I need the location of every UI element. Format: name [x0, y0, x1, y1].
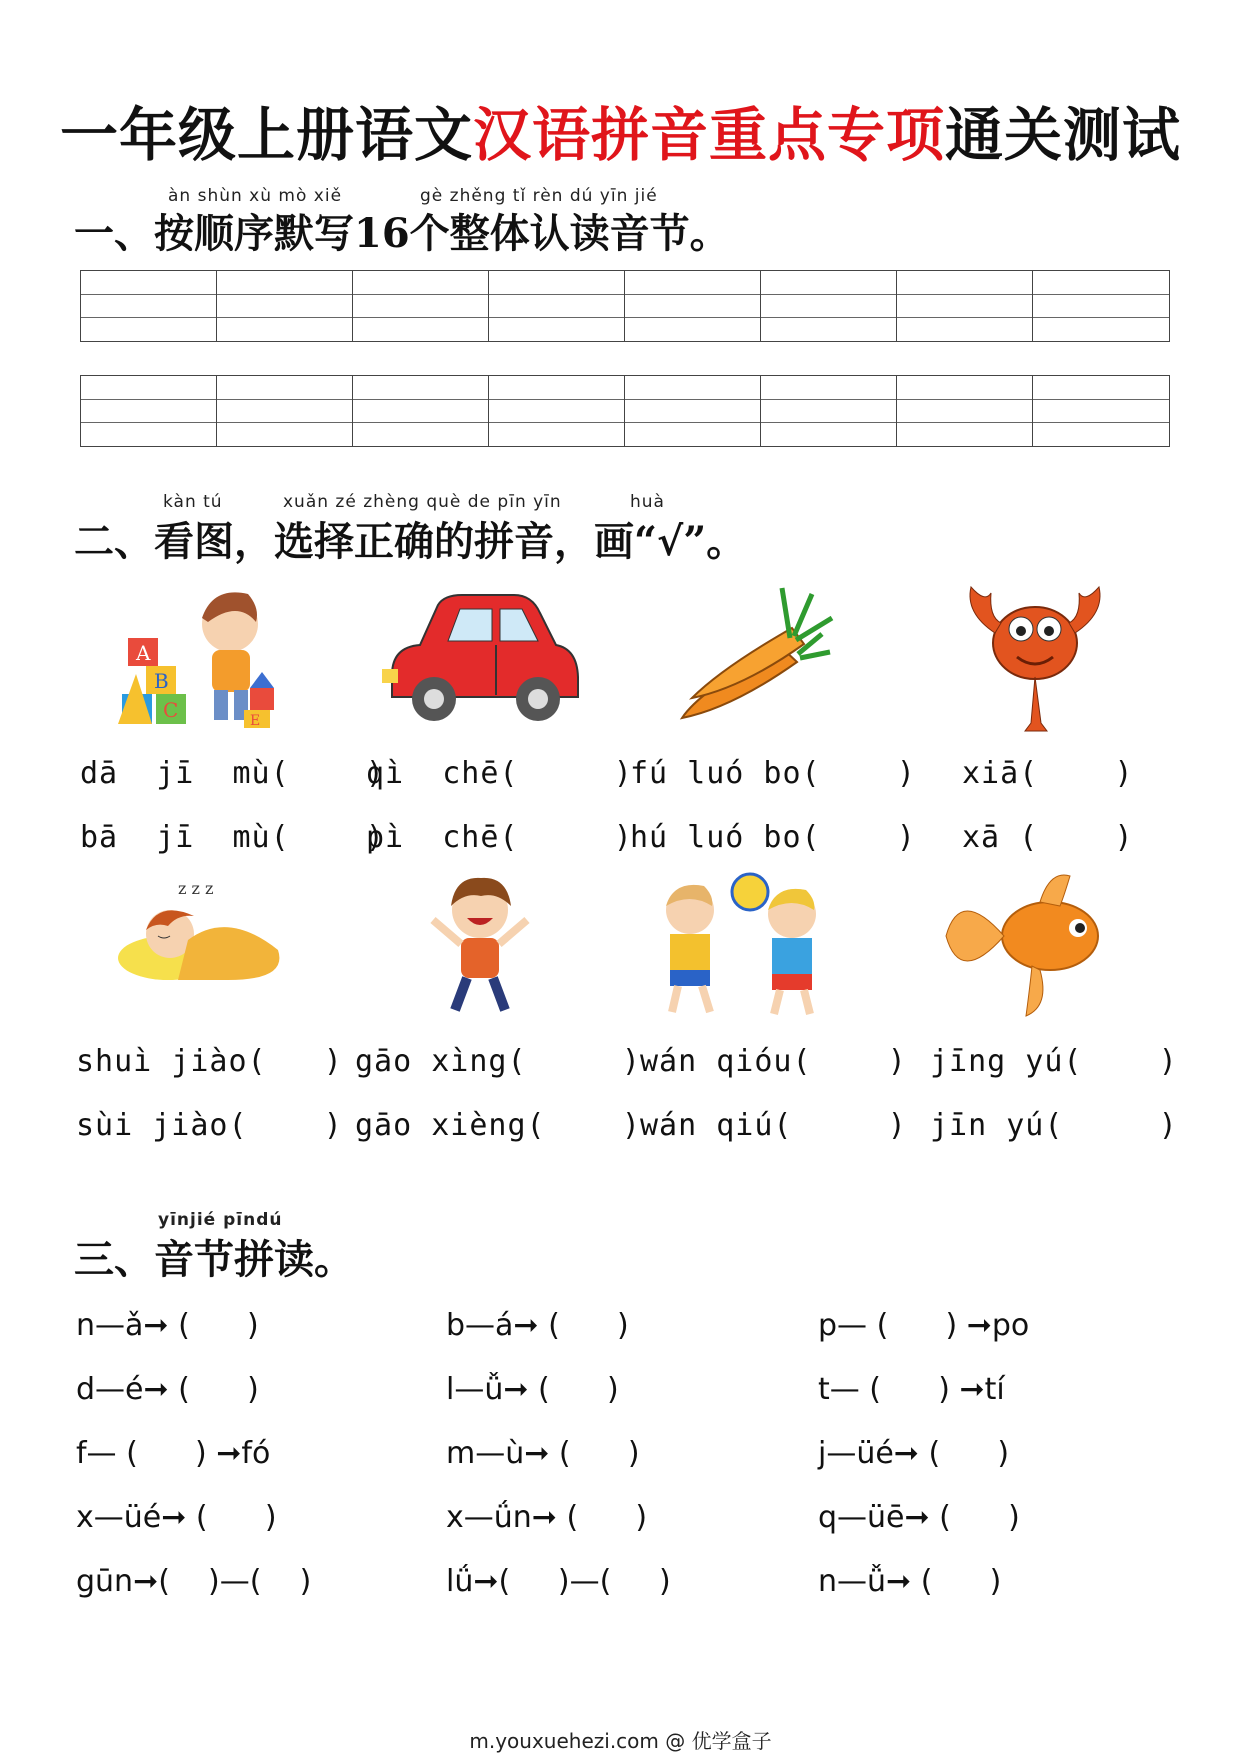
exercise-r1-c2[interactable]: b—á➞ ( ): [446, 1308, 629, 1343]
option-sleep-a[interactable]: shuì jiào( ): [76, 1044, 343, 1079]
exercise-r5-c3[interactable]: n—ǚ➞ ( ): [818, 1564, 1002, 1599]
section2-pinyin-b: xuǎn zé zhèng què de pīn yīn: [283, 492, 562, 512]
svg-text:C: C: [163, 698, 179, 722]
goldfish-image: [940, 866, 1120, 1021]
exercise-r5-c2[interactable]: lǘ➞( )—( ): [446, 1564, 671, 1599]
section3-pinyin: yīnjié pīndú: [158, 1210, 283, 1230]
section1-pinyin-b: gè zhěng tǐ rèn dú yīn jié: [420, 186, 658, 206]
section1-heading: 一、按顺序默写16个整体认读音节。: [74, 210, 730, 257]
exercise-r4-c2[interactable]: x—ǘn➞ ( ): [446, 1500, 648, 1535]
page-title: 一年级上册语文汉语拼音重点专项通关测试: [59, 101, 1182, 169]
section2-heading: 二、看图，选择正确的拼音，画“√”。: [74, 518, 747, 565]
option-carrot-b[interactable]: hú luó bo( ): [630, 820, 916, 855]
exercise-r2-c1[interactable]: d—é➞ ( ): [76, 1372, 259, 1407]
section1-pinyin-a: àn shùn xù mò xiě: [168, 186, 343, 206]
option-car-b[interactable]: pì chē( ): [366, 820, 633, 855]
option-ball-a[interactable]: wán qióu( ): [640, 1044, 907, 1079]
exercise-r1-c3[interactable]: p— ( ) ➞po: [818, 1308, 1030, 1343]
option-carrot-a[interactable]: fú luó bo( ): [630, 756, 916, 791]
option-sleep-b[interactable]: sùi jiào( ): [76, 1108, 343, 1143]
exercise-r2-c2[interactable]: l—ǚ➞ ( ): [446, 1372, 619, 1407]
section3-heading: 三、音节拼读。: [74, 1236, 354, 1283]
svg-text:B: B: [154, 669, 169, 693]
exercise-r2-c3[interactable]: t— ( ) ➞tí: [818, 1372, 1005, 1407]
option-shrimp-b[interactable]: xā ( ): [962, 820, 1134, 855]
option-goldfish-b[interactable]: jīn yú( ): [930, 1108, 1178, 1143]
svg-text:A: A: [136, 641, 151, 665]
footer-watermark: m.youxuehezi.com @ 优学盒子: [469, 1729, 772, 1753]
svg-text:z z z: z z z: [178, 879, 214, 898]
boy-with-blocks-image: [118, 578, 288, 733]
red-car-image: [372, 585, 584, 730]
happy-boy-image: [425, 870, 535, 1020]
playing-ball-image: [640, 862, 840, 1022]
shrimp-image: [955, 573, 1115, 733]
svg-text:E: E: [250, 713, 261, 729]
option-goldfish-a[interactable]: jīng yú( ): [930, 1044, 1178, 1079]
carrots-image: [672, 578, 837, 728]
exercise-r4-c3[interactable]: q—üē➞ ( ): [818, 1500, 1020, 1535]
writing-grid-row2[interactable]: [80, 375, 1170, 447]
option-car-a[interactable]: qì chē( ): [366, 756, 633, 791]
exercise-r4-c1[interactable]: x—üé➞ ( ): [76, 1500, 277, 1535]
sleeping-girl-image: [108, 870, 293, 992]
option-ball-b[interactable]: wán qiú( ): [640, 1108, 907, 1143]
exercise-r3-c2[interactable]: m—ù➞ ( ): [446, 1436, 640, 1471]
option-building-blocks-a[interactable]: dā jī mù( ): [80, 756, 385, 791]
option-building-blocks-b[interactable]: bā jī mù( ): [80, 820, 385, 855]
option-happy-a[interactable]: gāo xìng( ): [355, 1044, 641, 1079]
section2-pinyin-a: kàn tú: [163, 492, 223, 512]
writing-grid-row1[interactable]: [80, 270, 1170, 342]
option-shrimp-a[interactable]: xiā( ): [962, 756, 1134, 791]
exercise-r5-c1[interactable]: gūn➞( )—( ): [76, 1564, 312, 1599]
option-happy-b[interactable]: gāo xièng( ): [355, 1108, 641, 1143]
section2-pinyin-c: huà: [630, 492, 665, 512]
exercise-r3-c1[interactable]: f— ( ) ➞fó: [76, 1436, 271, 1471]
exercise-r3-c3[interactable]: j—üé➞ ( ): [818, 1436, 1010, 1471]
exercise-r1-c1[interactable]: n—ǎ➞ ( ): [76, 1308, 259, 1343]
